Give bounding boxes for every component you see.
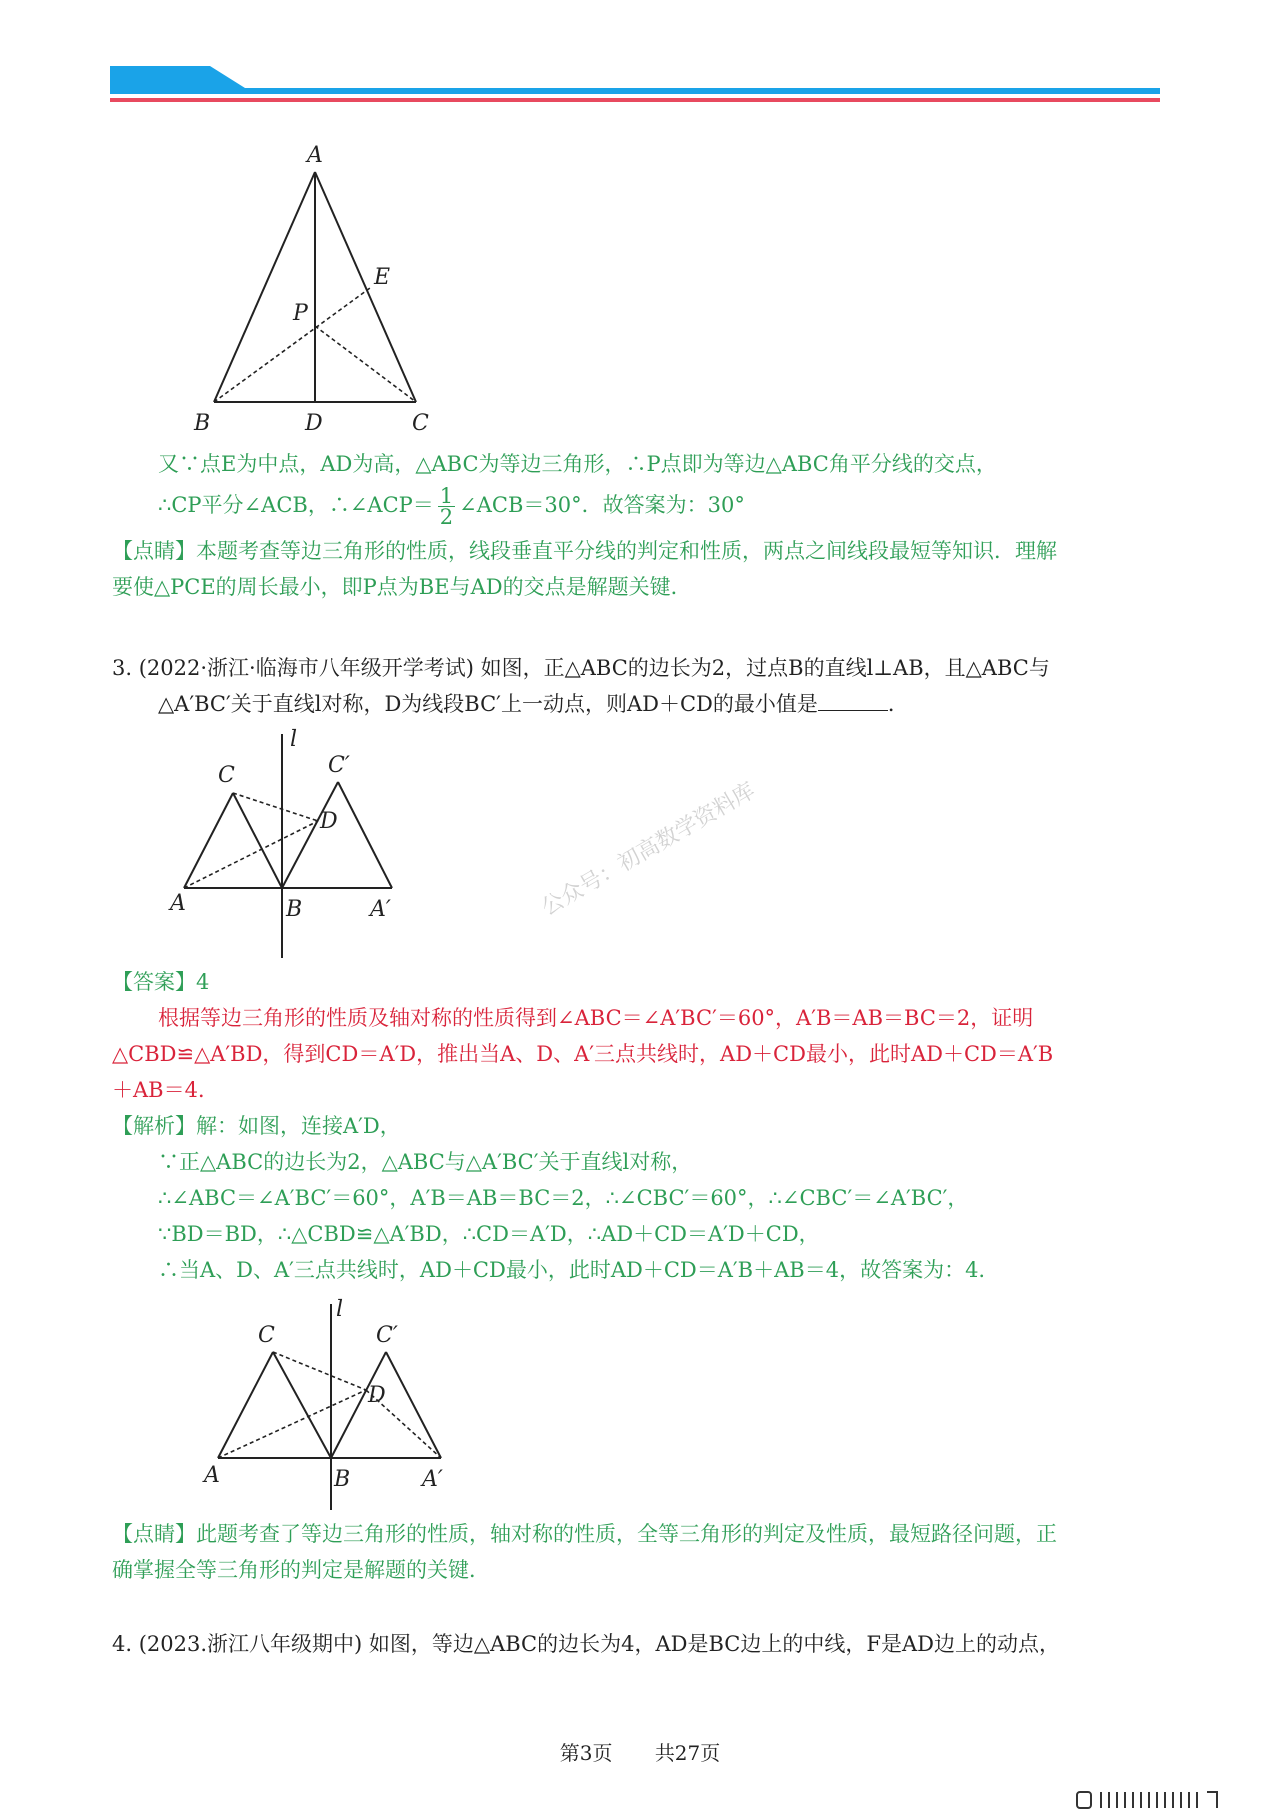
fig2-label-C: C — [218, 763, 235, 788]
fig2-label-A-prime: A′ — [370, 897, 391, 922]
answer-3-line — [112, 964, 1182, 1000]
header-red-line — [110, 98, 1160, 102]
analysis-line-1: 【解析】解：如图，连接A′D， — [112, 1114, 401, 1138]
solution-2-line-1: 又∵点E为中点，AD为高，△ABC为等边三角形，∴P点即为等边△ABC角平分线的交点， — [158, 452, 997, 476]
page-footer — [0, 1737, 1280, 1766]
solution-2-comment-line-1: 【点睛】本题考查等边三角形的性质，线段垂直平分线的判定和性质，两点之间线段最短等知识．理解 — [112, 539, 1057, 563]
analysis-line-5: ∴当A、D、A′三点共线时，AD＋CD最小，此时AD＋CD＝A′B＋AB＝4，故答案为：4. — [158, 1258, 986, 1282]
solution-2-line-2: ∴CP平分∠ACB，∴∠ACP＝ $\frac{1}{2}$ ∠ACB＝30°．故答案为：30° — [158, 484, 745, 529]
answer-3 — [112, 964, 1182, 1288]
question-4-line-1: 4. (2023.浙江八年级期中) 如图，等边△ABC的边长为4，AD是BC边上的中线，F是AD边上的动点， — [112, 1632, 1060, 1656]
fig3-label-l: l — [336, 1297, 344, 1322]
watermark: 公众号：初高数学资料库 — [537, 778, 760, 921]
fig2-label-D: D — [320, 809, 338, 834]
question-3 — [112, 650, 1182, 722]
header-bar — [110, 66, 1160, 106]
analysis-tag: 【解析】 — [112, 1114, 196, 1138]
solution-2-comment-line-2: 要使△PCE的周长最小，即P点为BE与AD的交点是解题关键． — [112, 575, 692, 599]
fig1-label-E: E — [374, 265, 391, 290]
fig1-label-B: B — [194, 411, 211, 436]
answer-tag: 【答案】 — [112, 970, 196, 994]
question-4 — [112, 1626, 1182, 1662]
answer-value: 4 — [196, 970, 210, 994]
fig3-label-D: D — [368, 1383, 386, 1408]
page-total: 共27页 — [654, 1741, 721, 1765]
question-3-number: 3. — [112, 656, 133, 680]
corner-barcode-icon — [1075, 1790, 1265, 1818]
page-number: 第3页 — [559, 1741, 613, 1765]
fig2-label-B: B — [286, 897, 303, 922]
fig2-label-A: A — [170, 891, 186, 916]
fig3-label-A: A — [204, 1463, 220, 1488]
question-4-number: 4. — [112, 1632, 133, 1656]
analysis-line-2: ∵正△ABC的边长为2，△ABC与△A′BC′关于直线l对称， — [158, 1150, 693, 1174]
fig1-label-A: A — [307, 143, 323, 168]
fig3-label-C-prime: C′ — [376, 1323, 398, 1348]
fig3-label-A-prime: A′ — [422, 1467, 443, 1492]
fig2-label-l: l — [290, 727, 298, 752]
comment-tag: 【点睛】 — [112, 539, 196, 563]
fig3-label-C: C — [258, 1323, 275, 1348]
fraction-half: $\frac{1}{2}$ — [439, 484, 454, 529]
solution-2 — [112, 446, 1182, 605]
figure-3-solution — [196, 1297, 496, 1530]
fig3-label-B: B — [334, 1467, 351, 1492]
figure-1-triangle — [190, 140, 450, 440]
fig1-label-D: D — [305, 411, 323, 436]
fig2-label-C-prime: C′ — [328, 753, 350, 778]
comment-3 — [112, 1516, 1182, 1588]
comment-3-line-2: 确掌握全等三角形的判定是解题的关键． — [112, 1558, 490, 1582]
comment-3-line-1: 【点睛】此题考查了等边三角形的性质，轴对称的性质，全等三角形的判定及性质，最短路径问题，正 — [112, 1522, 1057, 1546]
question-3-line-2: △A′BC′关于直线l对称，D为线段BC′上一动点，则AD＋CD的最小值是 ． — [158, 692, 909, 716]
answer-blank — [818, 690, 888, 711]
fig1-label-C: C — [412, 411, 429, 436]
question-3-line-1: 3. (2022·浙江·临海市八年级开学考试) 如图，正△ABC的边长为2，过点B的直线l⊥AB，且△ABC与 — [112, 656, 1050, 680]
figure-2-reflection — [160, 727, 440, 960]
fig1-label-P: P — [293, 301, 308, 326]
comment-3-tag: 【点睛】 — [112, 1522, 196, 1546]
answer-3-red-line-3: ＋AB＝4． — [112, 1078, 219, 1102]
analysis-line-3: ∴∠ABC＝∠A′BC′＝60°，A′B＝AB＝BC＝2，∴∠CBC′＝60°，∴∠CBC′＝∠A′BC′， — [158, 1186, 969, 1210]
answer-3-red-line-2: △CBD≌△A′BD，得到CD＝A′D，推出当A、D、A′三点共线时，AD＋CD最小，此时AD＋CD＝A′B — [112, 1042, 1054, 1066]
header-blue-band — [110, 66, 1160, 94]
answer-3-red-line-1: 根据等边三角形的性质及轴对称的性质得到∠ABC＝∠A′BC′＝60°，A′B＝AB＝BC＝2，证明 — [158, 1006, 1034, 1030]
analysis-line-4: ∵BD＝BD，∴△CBD≌△A′BD，∴CD＝A′D，∴AD＋CD＝A′D＋CD， — [158, 1222, 820, 1246]
